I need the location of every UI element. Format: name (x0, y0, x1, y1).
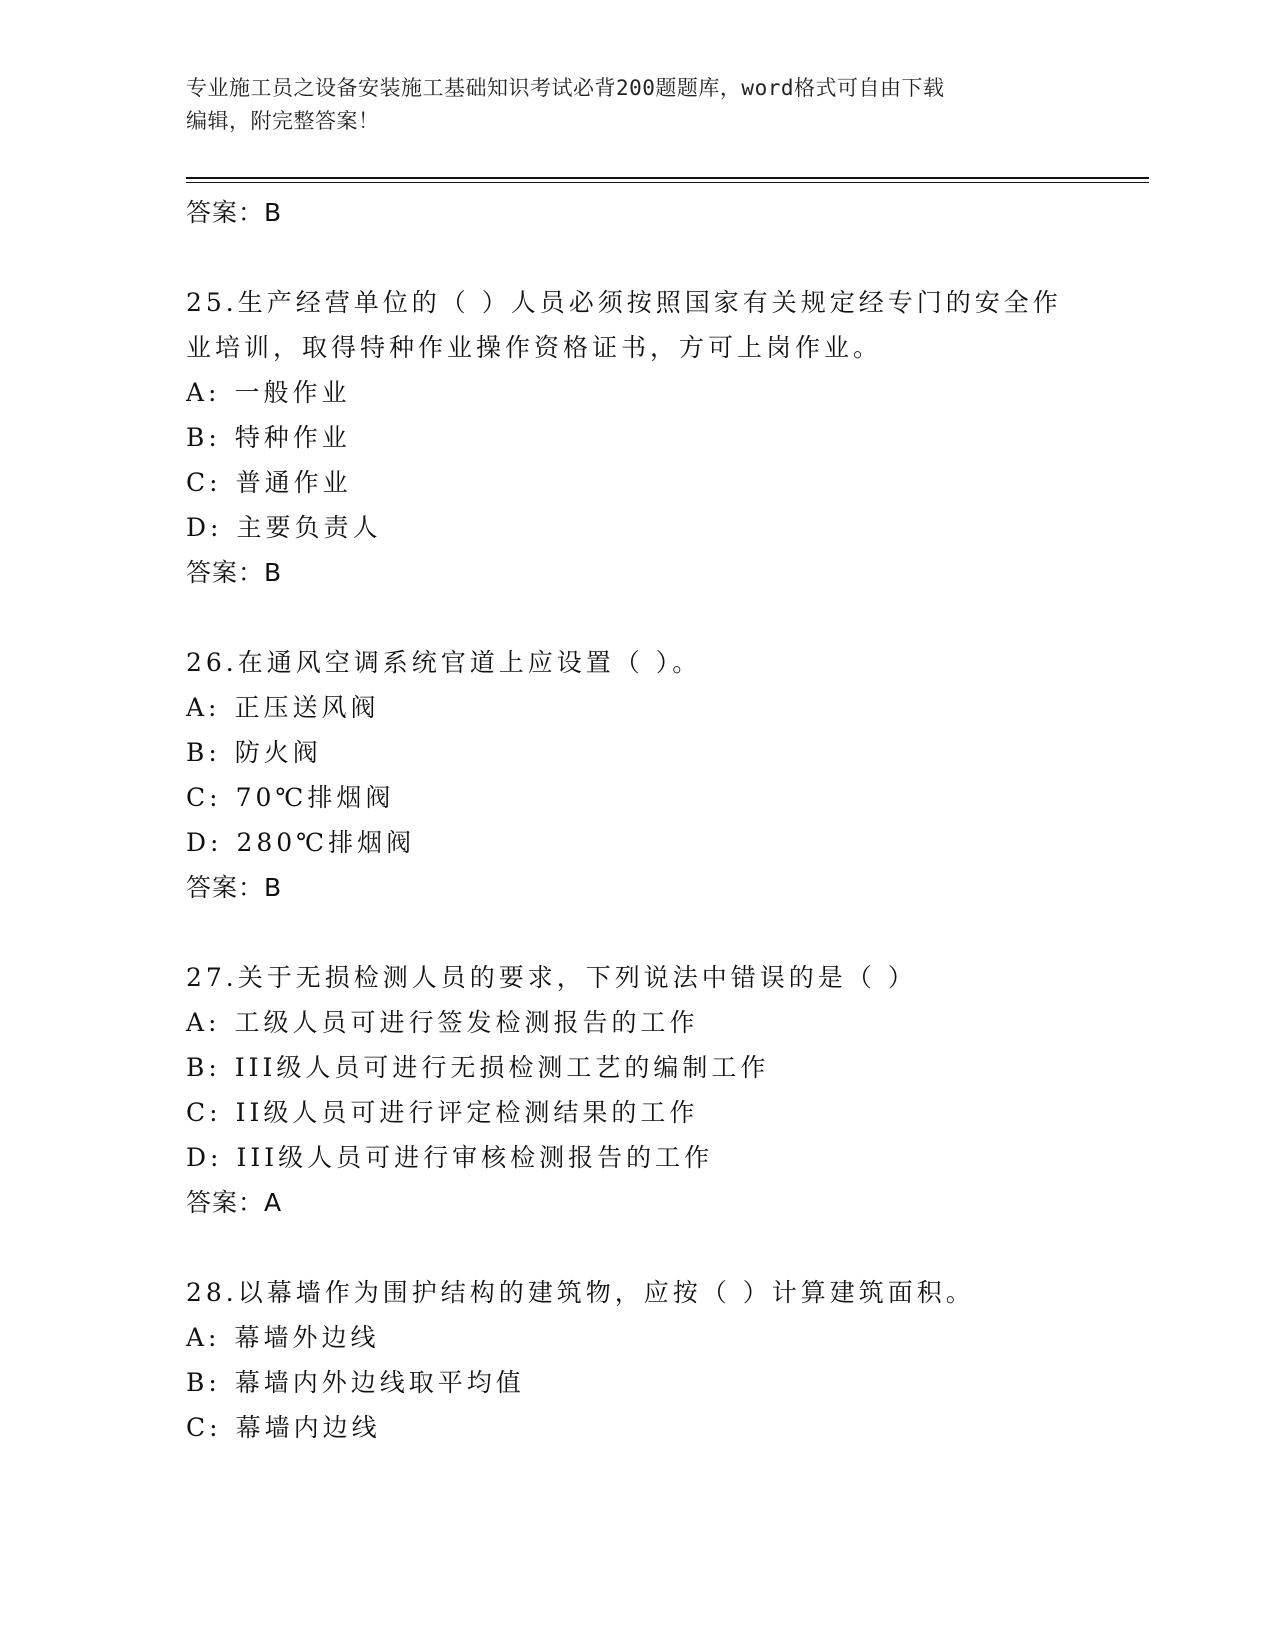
question-26 (186, 640, 1086, 910)
option-text: 幕墙内外边线取平均值 (234, 1368, 525, 1397)
header-divider-thin (186, 182, 1149, 183)
option-key: B: (186, 1053, 221, 1082)
option-a (186, 370, 1086, 415)
option-c (186, 1090, 1086, 1135)
option-text: 一般作业 (234, 378, 351, 407)
question-stem: 25.生产经营单位的（ ）人员必须按照国家有关规定经专门的安全作 (186, 288, 1062, 317)
header-line-1: 专业施工员之设备安装施工基础知识考试必背200题题库，word格式可自由下载 (186, 76, 945, 100)
option-key: B: (186, 1368, 221, 1397)
option-c (186, 775, 1086, 820)
question-28 (186, 1270, 1086, 1450)
option-key: C: (186, 468, 222, 497)
option-text: III级人员可进行审核检测报告的工作 (236, 1143, 714, 1172)
answer-line: 答案：B (186, 873, 283, 902)
document-header (186, 72, 1066, 138)
question-27 (186, 955, 1086, 1225)
option-a (186, 685, 1086, 730)
answer-line: 答案：A (186, 1188, 283, 1217)
option-text: 主要负责人 (236, 513, 382, 542)
question-list (186, 190, 1086, 1450)
option-b (186, 1360, 1086, 1405)
option-key: C: (186, 1413, 222, 1442)
option-d (186, 505, 1086, 550)
option-key: A: (186, 1008, 221, 1037)
question-25 (186, 280, 1086, 595)
option-text: 70℃排烟阀 (235, 783, 395, 812)
option-d (186, 1135, 1086, 1180)
option-text: 普通作业 (235, 468, 352, 497)
option-key: B: (186, 423, 221, 452)
option-key: C: (186, 1098, 222, 1127)
option-text: III级人员可进行无损检测工艺的编制工作 (234, 1053, 770, 1082)
option-a (186, 1000, 1086, 1045)
option-text: II级人员可进行评定检测结果的工作 (235, 1098, 699, 1127)
option-a (186, 1315, 1086, 1360)
question-stem-cont: 业培训，取得特种作业操作资格证书，方可上岗作业。 (186, 333, 883, 362)
option-key: A: (186, 378, 221, 407)
header-line-2: 编辑，附完整答案！ (186, 109, 380, 133)
header-divider-thick (186, 177, 1149, 179)
option-key: C: (186, 783, 222, 812)
option-text: 280℃排烟阀 (236, 828, 416, 857)
option-text: 正压送风阀 (234, 693, 380, 722)
option-d (186, 820, 1086, 865)
option-c (186, 460, 1086, 505)
option-text: 幕墙内边线 (235, 1413, 381, 1442)
option-b (186, 730, 1086, 775)
option-key: A: (186, 693, 221, 722)
option-key: A: (186, 1323, 221, 1352)
question-stem: 28.以幕墙作为围护结构的建筑物，应按（ ）计算建筑面积。 (186, 1278, 975, 1307)
option-b (186, 415, 1086, 460)
option-key: B: (186, 738, 221, 767)
option-key: D: (186, 513, 223, 542)
option-b (186, 1045, 1086, 1090)
previous-answer: 答案：B (186, 198, 283, 227)
option-c (186, 1405, 1086, 1450)
option-text: 工级人员可进行签发检测报告的工作 (234, 1008, 699, 1037)
answer-line: 答案：B (186, 558, 283, 587)
option-key: D: (186, 828, 223, 857)
option-text: 特种作业 (234, 423, 351, 452)
option-key: D: (186, 1143, 223, 1172)
question-stem: 26.在通风空调系统官道上应设置（ ）。 (186, 648, 702, 677)
option-text: 防火阀 (234, 738, 322, 767)
question-stem: 27.关于无损检测人员的要求，下列说法中错误的是（ ） (186, 963, 917, 992)
option-text: 幕墙外边线 (234, 1323, 380, 1352)
